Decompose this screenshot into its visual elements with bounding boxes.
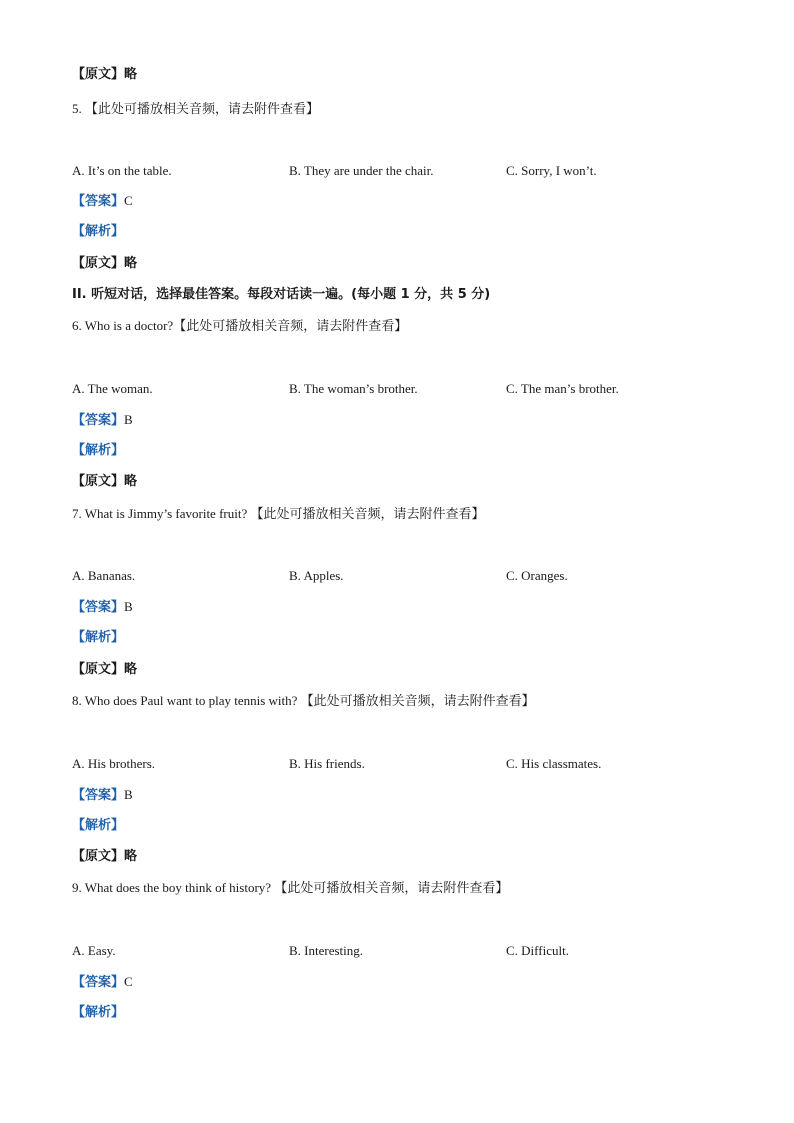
q7-original-text: 【原文】略 [72,662,138,677]
q6-option-c: C. The man’s brother. [506,381,619,396]
answer-label: 【答案】 [72,788,125,803]
q6-answer-value: B [124,412,133,427]
q8-original-text: 【原文】略 [72,849,138,864]
q5-answer [72,192,133,211]
q9-option-b: B. Interesting. [289,943,364,958]
answer-label: 【答案】 [72,600,125,615]
q9-answer-value: C [124,974,133,989]
q7-answer [72,598,133,617]
q7-option-a: A. Bananas. [72,568,136,583]
answer-label: 【答案】 [72,975,125,990]
q8-answer [72,786,133,805]
answer-label: 【答案】 [72,413,125,428]
q7-answer-value: B [124,599,133,614]
q6-analysis-label: 【解析】 [72,443,125,458]
q8-answer-value: B [124,787,133,802]
q5-answer-value: C [124,193,133,208]
original-text-note: 【原文】略 [72,67,138,82]
q9-answer [72,973,133,992]
q7-option-b: B. Apples. [289,568,344,583]
q8-option-c: C. His classmates. [506,756,602,771]
question-7: 7. What is Jimmy’s favorite fruit? 【此处可播放相关音频，请去附件查看】 [72,506,485,521]
q5-options [72,162,732,180]
q8-analysis-label: 【解析】 [72,818,125,833]
question-8: 8. Who does Paul want to play tennis with? 【此处可播放相关音频，请去附件查看】 [72,693,535,708]
q8-options [72,755,732,773]
question-9: 9. What does the boy think of history? 【此处可播放相关音频，请去附件查看】 [72,880,509,895]
q5-option-b: B. They are under the chair. [289,163,434,178]
q5-original-text: 【原文】略 [72,256,138,271]
q9-options [72,942,732,960]
q5-option-a: A. It’s on the table. [72,163,172,178]
q5-analysis-label: 【解析】 [72,224,125,239]
q8-option-a: A. His brothers. [72,756,156,771]
q7-analysis-label: 【解析】 [72,630,125,645]
question-6: 6. Who is a doctor?【此处可播放相关音频，请去附件查看】 [72,318,408,333]
q7-option-c: C. Oranges. [506,568,568,583]
q9-option-c: C. Difficult. [506,943,569,958]
q8-option-b: B. His friends. [289,756,365,771]
q9-option-a: A. Easy. [72,943,116,958]
answer-label: 【答案】 [72,194,125,209]
q6-option-b: B. The woman’s brother. [289,381,418,396]
q6-options [72,380,732,398]
q9-analysis-label: 【解析】 [72,1005,125,1020]
question-5: 5. 【此处可播放相关音频，请去附件查看】 [72,101,320,116]
q6-option-a: A. The woman. [72,381,153,396]
q6-original-text: 【原文】略 [72,474,138,489]
q5-option-c: C. Sorry, I won’t. [506,163,597,178]
q6-answer [72,411,133,430]
section-2-heading: II. 听短对话，选择最佳答案。每段对话读一遍。(每小题 1 分，共 5 分) [72,287,491,302]
q7-options [72,567,732,585]
